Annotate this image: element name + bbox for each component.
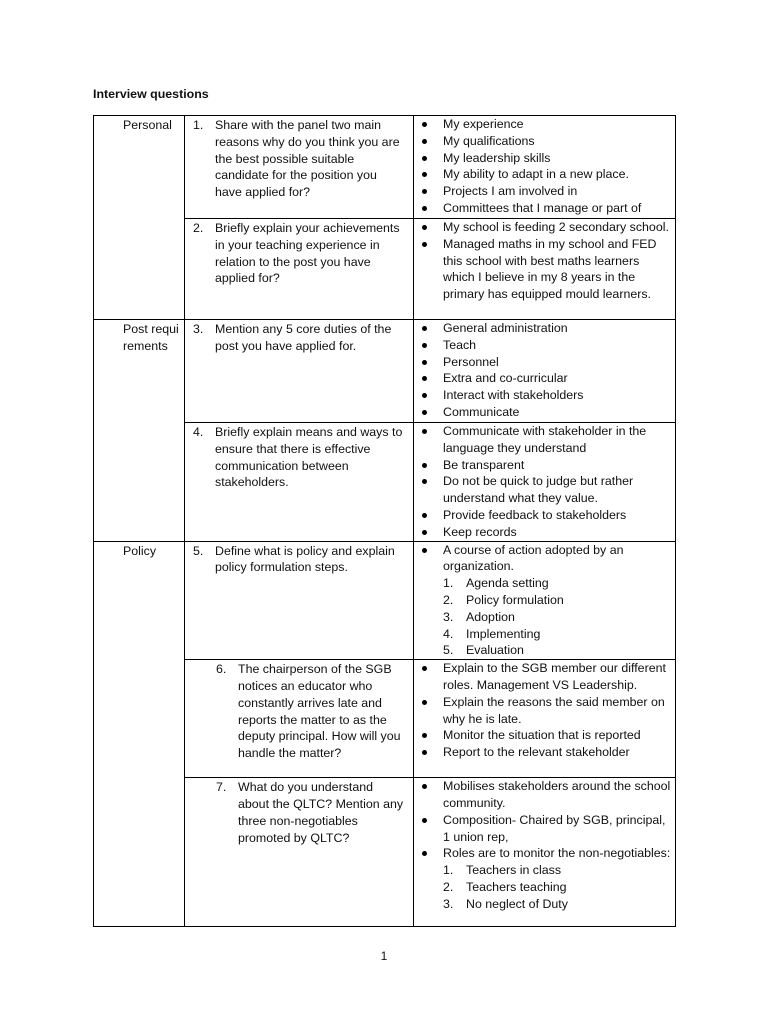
question-number: 4.: [193, 425, 204, 439]
question-text: What do you understand about the QLTC? Mention any three non-negotiables promoted by QLTC?: [238, 780, 404, 845]
answer-bullet: Monitor the situation that is reported: [443, 727, 671, 744]
question-text: Share with the panel two main reasons why do you think you are the best possible suitable candidate for the position you have applied for?: [215, 118, 400, 200]
answer-bullet: Provide feedback to stakeholders: [443, 507, 671, 524]
answer-bullet: Report to the relevant stakeholder: [443, 744, 671, 761]
question-cell: [185, 219, 414, 320]
sublist-item: [443, 592, 671, 609]
table-row: [94, 320, 676, 423]
answer-bullet: Communicate: [443, 404, 671, 421]
sublist-text: Teachers in class: [466, 863, 562, 878]
question-cell: [185, 778, 414, 927]
interview-questions-table: [93, 115, 676, 927]
question-text: Mention any 5 core duties of the post you have applied for.: [215, 322, 392, 353]
question-text: Briefly explain means and ways to ensure that there is effective communication between stakeholders.: [215, 425, 403, 490]
answer-cell: [414, 541, 676, 660]
sublist-text: Adoption: [466, 609, 515, 624]
sublist-text: Evaluation: [466, 643, 524, 658]
question-number: 6.: [216, 662, 227, 677]
answer-bullet: Communicate with stakeholder in the language they understand: [443, 423, 671, 457]
section-label: Personal: [94, 116, 185, 320]
answer-text: Roles are to monitor the non-negotiables:: [443, 846, 671, 861]
question-number: 1.: [193, 118, 204, 132]
answer-cell: [414, 660, 676, 778]
sublist-text: Implementing: [466, 626, 541, 641]
answer-bullet: Explain the reasons the said member on why he is late.: [443, 694, 671, 728]
sublist-number: 2.: [443, 592, 454, 607]
question-text: The chairperson of the SGB notices an educator who constantly arrives late and reports the matter to as the deputy principal. How will you handle the matter?: [238, 662, 401, 761]
answer-bullet: My ability to adapt in a new place.: [443, 166, 671, 183]
question-cell: [185, 116, 414, 219]
answer-cell: [414, 320, 676, 423]
numbered-sublist: [443, 862, 671, 912]
table-row: [94, 541, 676, 660]
sublist-item: [443, 575, 671, 592]
answer-bullet: Teach: [443, 337, 671, 354]
answer-bullet: Extra and co-curricular: [443, 370, 671, 387]
answer-bullet: Mobilises stakeholders around the school community.: [443, 779, 671, 810]
section-label: Policy: [94, 541, 185, 927]
page-number: 1: [380, 949, 388, 963]
question-number: 3.: [193, 322, 204, 336]
sublist-number: 2.: [443, 879, 454, 894]
sublist-text: Agenda setting: [466, 576, 549, 591]
answer-bullet: Personnel: [443, 354, 671, 371]
sublist-item: [443, 626, 671, 643]
answer-cell: [414, 219, 676, 320]
question-cell: [185, 660, 414, 778]
numbered-sublist: [443, 575, 671, 659]
question-text: Briefly explain your achievements in your teaching experience in relation to the post you have applied for?: [215, 221, 400, 286]
sublist-text: Policy formulation: [466, 592, 564, 607]
sublist-number: 5.: [443, 643, 454, 658]
answer-bullet: My leadership skills: [443, 150, 671, 167]
answer-bullet: Managed maths in my school and FED this school with best maths learners which I believe in my 8 years in the primary has equipped mould learners.: [443, 236, 671, 303]
sublist-item: [443, 896, 671, 913]
answer-bullet: Do not be quick to judge but rather understand what they value.: [443, 473, 671, 507]
question-number: 2.: [193, 221, 204, 235]
answer-bullet: [443, 845, 671, 912]
answer-bullet: Interact with stakeholders: [443, 387, 671, 404]
answer-bullet: Projects I am involved in: [443, 183, 671, 200]
answer-cell: [414, 778, 676, 927]
answer-bullet: Committees that I manage or part of: [443, 200, 671, 217]
sublist-item: [443, 879, 671, 896]
sublist-item: [443, 862, 671, 879]
sublist-text: No neglect of Duty: [466, 896, 568, 911]
answer-cell: [414, 116, 676, 219]
answer-bullet: [443, 542, 671, 660]
question-text: Define what is policy and explain policy formulation steps.: [215, 543, 395, 575]
table-row: [94, 116, 676, 219]
answer-bullet: Explain to the SGB member our different roles. Management VS Leadership.: [443, 660, 671, 694]
answer-bullet: Keep records: [443, 524, 671, 541]
sublist-number: 1.: [443, 863, 454, 878]
answer-bullet: General administration: [443, 320, 671, 337]
answer-bullet: Composition- Chaired by SGB, principal, 1 union rep,: [443, 812, 671, 846]
sublist-number: 4.: [443, 626, 454, 641]
document-title: Interview questions: [93, 87, 209, 101]
answer-text: A course of action adopted by an organization.: [443, 542, 624, 574]
question-cell: [185, 541, 414, 660]
answer-bullet: My qualifications: [443, 133, 671, 150]
question-number: 7.: [216, 780, 227, 795]
sublist-number: 3.: [443, 609, 454, 624]
sublist-text: Teachers teaching: [466, 879, 567, 894]
question-cell: [185, 320, 414, 423]
sublist-item: [443, 642, 671, 659]
sublist-item: [443, 609, 671, 626]
question-number: 5.: [193, 543, 204, 558]
question-cell: [185, 423, 414, 542]
answer-bullet: My experience: [443, 116, 671, 133]
sublist-number: 3.: [443, 896, 454, 911]
sublist-number: 1.: [443, 576, 454, 591]
answer-cell: [414, 423, 676, 542]
answer-bullet: Be transparent: [443, 457, 671, 474]
section-label: Post requirements: [94, 320, 185, 542]
answer-bullet: My school is feeding 2 secondary school.: [443, 219, 671, 236]
